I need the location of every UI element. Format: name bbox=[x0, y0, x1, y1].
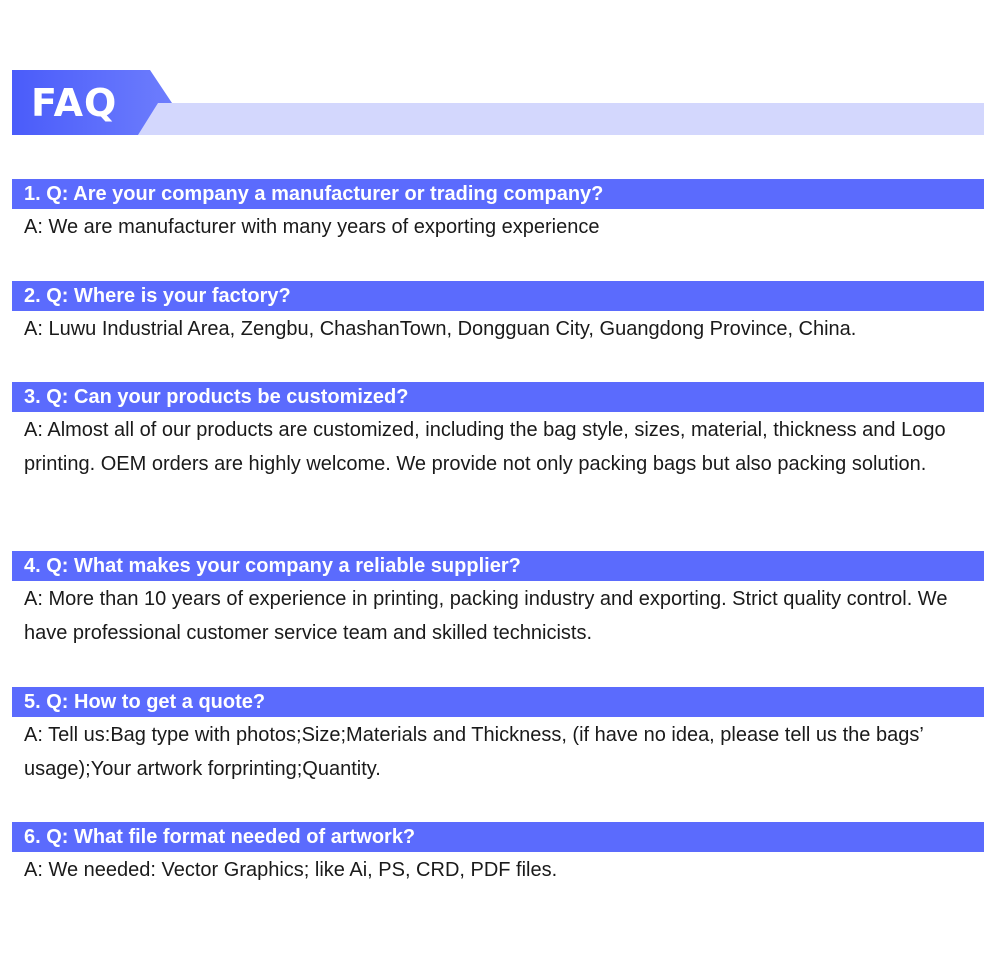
faq-question-2: 2. Q: Where is your factory? bbox=[12, 281, 984, 311]
faq-question-3: 3. Q: Can your products be customized? bbox=[12, 382, 984, 412]
faq-item-6 bbox=[12, 822, 984, 887]
faq-item-4 bbox=[12, 551, 984, 650]
faq-answer-3: A: Almost all of our products are customized, including the bag style, sizes, material, thickness and Logo printing. OEM orders are highly welcome. We provide not only packing bags but also packing solution. bbox=[24, 419, 946, 475]
faq-question-5: 5. Q: How to get a quote? bbox=[12, 687, 984, 717]
faq-banner bbox=[0, 0, 1000, 140]
faq-item-1 bbox=[12, 179, 984, 244]
faq-question-4: 4. Q: What makes your company a reliable supplier? bbox=[12, 551, 984, 581]
faq-item-2 bbox=[12, 281, 984, 346]
faq-item-3 bbox=[12, 382, 984, 481]
faq-answer-1: A: We are manufacturer with many years of exporting experience bbox=[24, 216, 600, 238]
page-title: FAQ bbox=[31, 81, 118, 125]
faq-answer-5: A: Tell us:Bag type with photos;Size;Materials and Thickness, (if have no idea, please tell us the bags’ usage);Your artwork forprinting;Quantity. bbox=[24, 724, 924, 780]
faq-answer-4: A: More than 10 years of experience in printing, packing industry and exporting. Strict quality control. We have professional customer service team and skilled technicists. bbox=[24, 588, 948, 644]
faq-item-5 bbox=[12, 687, 984, 786]
faq-question-6: 6. Q: What file format needed of artwork? bbox=[12, 822, 984, 852]
faq-question-1: 1. Q: Are your company a manufacturer or trading company? bbox=[12, 179, 984, 209]
faq-answer-6: A: We needed: Vector Graphics; like Ai, PS, CRD, PDF files. bbox=[24, 859, 558, 881]
faq-answer-2: A: Luwu Industrial Area, Zengbu, ChashanTown, Dongguan City, Guangdong Province, China. bbox=[24, 318, 857, 340]
